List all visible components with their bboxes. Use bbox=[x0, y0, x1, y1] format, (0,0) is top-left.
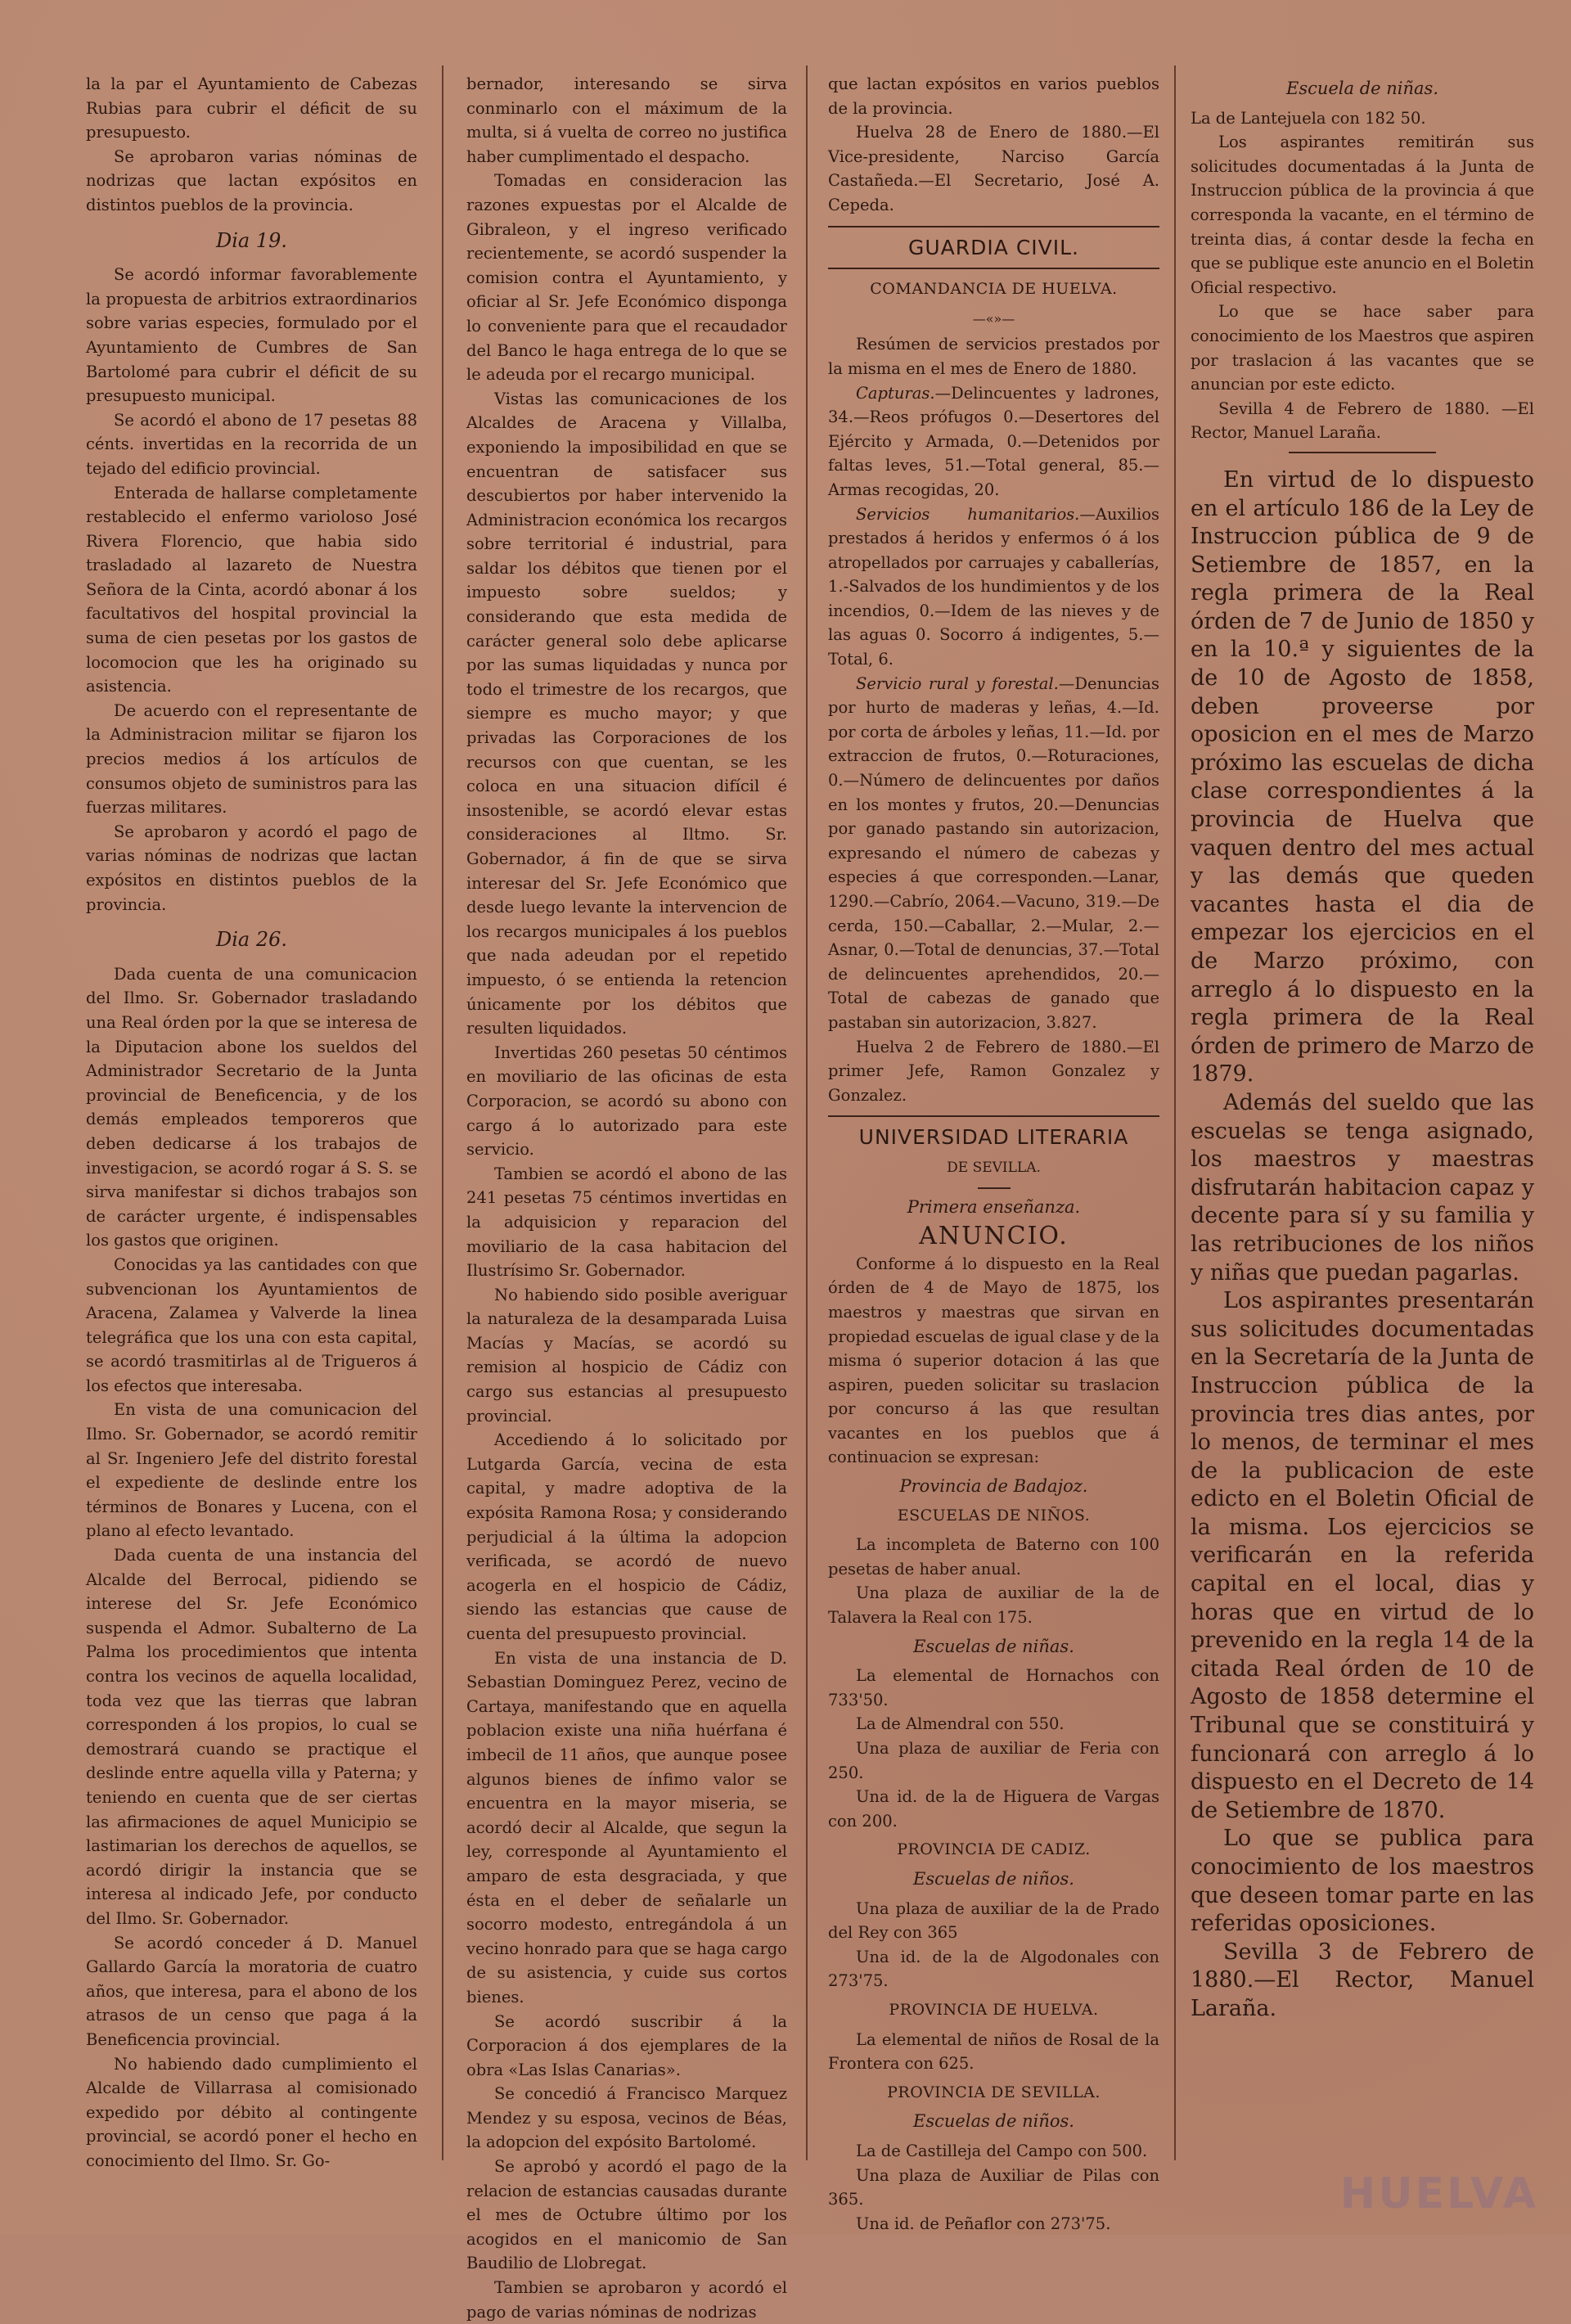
signature: Huelva 28 de Enero de 1880.—El Vice-presidente, Narciso García Castañeda.—El Secretario, José A. Cepeda. bbox=[828, 123, 1159, 214]
paragraph: Se aprobaron y acordó el pago de varias nóminas de nodrizas que lactan expósitos en distintos pueblos de la provincia. bbox=[86, 822, 417, 914]
school-heading: Escuelas de niños. bbox=[913, 2111, 1074, 2132]
label: Capturas. bbox=[856, 383, 935, 403]
day-heading: Dia 19. bbox=[215, 228, 288, 252]
column-3 bbox=[828, 72, 1159, 2233]
paragraph bbox=[828, 672, 1159, 1035]
list-item: Una plaza de auxiliar de Feria con 250. bbox=[828, 1739, 1159, 1782]
list-item: La de Lantejuela con 182 50. bbox=[1191, 108, 1426, 128]
list-item: La elemental de niños de Rosal de la Frontera con 625. bbox=[828, 2029, 1159, 2074]
paragraph: No habiendo dado cumplimiento el Alcalde de Villarrasa al comisionado expedido por débito al contingente provincial, se acordó poner el hecho en conocimiento del Ilmo. Sr. Go- bbox=[86, 2054, 417, 2170]
paragraph: Resúmen de servicios prestados por la misma en el mes de Enero de 1880. bbox=[828, 335, 1159, 378]
paragraph: Dada cuenta de una instancia del Alcalde del Berrocal, pidiendo se interese del Sr. Jefe Económico suspenda el Admor. Subalterno de La Palma los procedimientos que intenta contra los vecinos de aquella localidad, toda vez que las tierras que labran corresponden á los propios, lo cual se demostrará cuando se practique el deslinde entre aquella villa y Paterna; y teniendo en cuenta que de ser ciertas las afirmaciones de aquel Municipio se lastimarian los derechos de aquellos, se acordó dirigir la instancia que se interesa al indicado Jefe, por conducto del Ilmo. Sr. Gobernador. bbox=[86, 1546, 417, 1928]
list-item: La incompleta de Baterno con 100 pesetas de haber anual. bbox=[828, 1535, 1159, 1579]
text: —Delincuentes y ladrones, 34.—Reos prófugos 0.—Desertores del Ejército y Armada, 0.—Detenidos por faltas leves, 51.—Total general, 85.—Armas recogidas, 20. bbox=[828, 383, 1159, 499]
paragraph: En vista de una instancia de D. Sebastian Dominguez Perez, vecino de Cartaya, manifestando que en aquella poblacion existe una niña huérfana é imbecil de 11 años, que aunque posee algunos bienes de ínfimo valor se encuentra en la mayor miseria, se acordó decir al Alcalde, que segun la ley, corresponde al Ayuntamiento el amparo de esta desgraciada, y que ésta en el deber de señalarle un socorro modesto, entregándola á un vecino honrado para que se haga cargo de su asistencia, y cuide sus cortos bienes. bbox=[466, 1648, 787, 2006]
short-divider bbox=[978, 1187, 1011, 1189]
paragraph: Lo que se hace saber para conocimiento de los Maestros que aspiren por traslacion á las vacantes que se anuncian por este edicto. bbox=[1191, 302, 1534, 394]
text: —Auxilios prestados á heridos y enfermos ó á los atropellados por carruajes y caballerías, 1.-Salvados de los hundimientos y de los incendios, 0.—Idem de las nieves y de las aguas 0. Socorro á indigentes, 5.—Total, 6. bbox=[828, 504, 1159, 669]
paragraph: Se aprobó y acordó el pago de la relacion de estancias causadas durante el mes de Octubre último por los acogidos en el manicomio de San Baudilio de Llobregat. bbox=[466, 2157, 787, 2273]
school-heading: Escuela de niñas. bbox=[1285, 79, 1439, 98]
paragraph: Tambien se acordó el abono de las 241 pesetas 75 céntimos invertidas en la adquisicion y reparacion del moviliario de la casa habitacion del Ilustrísimo Sr. Gobernador. bbox=[466, 1164, 787, 1281]
signature: Sevilla 4 de Febrero de 1880. —El Rector, Manuel Laraña. bbox=[1191, 399, 1534, 443]
paragraph: Además del sueldo que las escuelas se tenga asignado, los maestros y maestras disfrutarán habitacion capaz y decente para sí y su familia y las retribuciones de los niños y niñas que puedan pagarlas. bbox=[1191, 1089, 1534, 1286]
list-item: Una id. de la de Algodonales con 273'75. bbox=[828, 1947, 1159, 1991]
paragraph: bernador, interesando se sirva conminarlo con el máximum de la multa, si á vuelta de correo no justifica haber cumplimentado el despacho. bbox=[466, 74, 787, 166]
section-title: GUARDIA CIVIL. bbox=[908, 235, 1079, 259]
paragraph: Se concedió á Francisco Marquez Mendez y su esposa, vecinos de Béas, la adopcion del expósito Bartolomé. bbox=[466, 2084, 787, 2152]
paragraph: que lactan expósitos en varios pueblos de la provincia. bbox=[828, 74, 1159, 118]
paragraph: Se acordó informar favorablemente la propuesta de arbitrios extraordinarios sobre varias especies, formulado por el Ayuntamiento de Cumbres de San Bartolomé para cubrir el déficit de su presupuesto municipal. bbox=[86, 265, 417, 406]
paragraph: Enterada de hallarse completamente restablecido el enfermo varioloso José Rivera Florencio, que habia sido trasladado al lazareto de Nuestra Señora de la Cinta, acordó abonar á los facultativos del hospital provincial la suma de cien pesetas por los gastos de locomocion que les ha originado su asistencia. bbox=[86, 483, 417, 696]
section-divider bbox=[1289, 452, 1436, 453]
edict-block bbox=[1191, 466, 1534, 2024]
signature: Huelva 2 de Febrero de 1880.—El primer Jefe, Ramon Gonzalez y Gonzalez. bbox=[828, 1037, 1159, 1105]
list-item: La de Castilleja del Campo con 500. bbox=[856, 2141, 1148, 2160]
label: Servicio rural y forestal. bbox=[856, 673, 1059, 693]
paragraph: Conforme á lo dispuesto en la Real órden de 4 de Mayo de 1875, los maestros y maestras que sirvan en propiedad escuelas de igual clase y de la misma ó superior dotacion á las que aspiren, pueden solicitar su traslacion por concurso á las que resultan vacantes en los pueblos que á continuacion se expresan: bbox=[828, 1254, 1159, 1467]
paragraph: Se acordó suscribir á la Corporacion á dos ejemplares de la obra «Las Islas Canarias». bbox=[466, 2011, 787, 2079]
paragraph: En virtud de lo dispuesto en el artículo 186 de la Ley de Instruccion pública de 9 de Setiembre de 1857, en la regla primera de la Real órden de 7 de Junio de 1850 y en la 10.ª y siguientes de la de 10 de Agosto de 1858, deben proveerse por oposicion en el mes de Marzo próximo las escuelas de dicha clase correspondientes á la provincia de Huelva que vaquen dentro del mes actual y las demás que queden vacantes hasta el dia de empezar los ejercicios en el de Marzo próximo, con arreglo á lo dispuesto en la regla primera de la Real órden de primero de Marzo de 1879. bbox=[1191, 466, 1534, 1088]
section-divider bbox=[828, 226, 1159, 227]
list-item: Una id. de Peñaflor con 273'75. bbox=[856, 2214, 1111, 2233]
subsection-title: Primera enseñanza. bbox=[907, 1196, 1081, 1217]
section-title: UNIVERSIDAD LITERARIA bbox=[858, 1125, 1129, 1150]
province-heading: PROVINCIA DE SEVILLA. bbox=[887, 2083, 1101, 2101]
subsection-title: COMANDANCIA DE HUELVA. bbox=[870, 280, 1118, 299]
province-heading: PROVINCIA DE CADIZ. bbox=[897, 1840, 1091, 1859]
list-item: La de Almendral con 550. bbox=[856, 1714, 1065, 1734]
section-divider bbox=[828, 1115, 1159, 1117]
paragraph: Los aspirantes presentarán sus solicitudes documentadas en la Secretaría de la Junta de Instruccion pública de la provincia tres dias antes, por lo menos, de terminar el mes de la publicacion de este edicto en el Boletin Oficial de la misma. Los ejercicios se verificarán en la referida capital en el local, dias y horas que en virtud de lo prevenido en la regla 14 de la citada Real órden de 10 de Agosto de 1858 determine el Tribunal que se constituirá y funcionará con arreglo á lo dispuesto en el Decreto de 14 de Setiembre de 1870. bbox=[1191, 1288, 1534, 1823]
school-heading: ESCUELAS DE NIÑOS. bbox=[897, 1506, 1091, 1525]
column-rule bbox=[1174, 65, 1176, 2160]
province-heading: PROVINCIA DE HUELVA. bbox=[889, 2000, 1099, 2019]
archive-watermark: HUELVA bbox=[1339, 2169, 1538, 2218]
label: Servicios humanitarios. bbox=[856, 504, 1080, 524]
column-4 bbox=[1191, 72, 1534, 2167]
paragraph: Tambien se aprobaron y acordó el pago de varias nóminas de nodrizas bbox=[466, 2278, 787, 2322]
column-rule bbox=[806, 65, 808, 2160]
paragraph bbox=[828, 502, 1159, 672]
column-rule bbox=[442, 65, 443, 2160]
school-heading: Escuelas de niños. bbox=[913, 1868, 1074, 1889]
list-item: Una plaza de auxiliar de la de Talavera la Real con 175. bbox=[828, 1583, 1159, 1628]
list-item: La elemental de Hornachos con 733'50. bbox=[828, 1666, 1159, 1709]
paragraph: Lo que se publica para conocimiento de los maestros que deseen tomar parte en las referidas oposiciones. bbox=[1191, 1826, 1534, 1937]
paragraph bbox=[828, 381, 1159, 502]
list-item: Una plaza de auxiliar de la de Prado del Rey con 365 bbox=[828, 1898, 1159, 1943]
signature: Sevilla 3 de Febrero de 1880.—El Rector, Manuel Laraña. bbox=[1191, 1939, 1534, 2021]
day-heading: Dia 26. bbox=[215, 928, 288, 952]
paragraph: Se acordó conceder á D. Manuel Gallardo García la moratoria de cuatro años, que interesa, para el abono de los atrasos de un censo que paga á la Beneficencia provincial. bbox=[86, 1933, 417, 2049]
column-1 bbox=[86, 72, 417, 2170]
paragraph: Tomadas en consideracion las razones expuestas por el Alcalde de Gibraleon, y el ingreso verificado recientemente, se acordó suspender la comision contra el Ayuntamiento, y oficiar al Sr. Jefe Económico disponga lo conveniente para que el recaudador del Banco le haga entrega de lo que se le adeuda por el recargo municipal. bbox=[466, 171, 787, 385]
paragraph: No habiendo sido posible averiguar la naturaleza de la desamparada Luisa Macías y Macías, se acordó su remision al hospicio de Cádiz con cargo sus estancias al presupuesto provincial. bbox=[466, 1285, 787, 1425]
section-divider bbox=[828, 268, 1159, 269]
paragraph: Accediendo á lo solicitado por Lutgarda García, vecina de esta capital, y madre adoptiva de la expósita Ramona Rosa; y considerando perjudicial á la última la adopcion verificada, se acordó de nuevo acogerla en el hospicio de Cádiz, siendo las estancias que cause de cuenta del presupuesto provincial. bbox=[466, 1430, 787, 1643]
paragraph: Se aprobaron varias nóminas de nodrizas que lactan expósitos en distintos pueblos de la provincia. bbox=[86, 146, 417, 214]
ornament: —«»— bbox=[972, 310, 1015, 327]
subsection-title: DE SEVILLA. bbox=[947, 1159, 1041, 1176]
province-heading: Provincia de Badajoz. bbox=[899, 1476, 1088, 1497]
paragraph: Vistas las comunicaciones de los Alcaldes de Aracena y Villalba, exponiendo la imposibilidad en que se encuentran de satisfacer sus descubiertos por haber intervenido la Administracion económica los recargos sobre territorial é industrial, para saldar los débitos que tienen por el impuesto sobre sueldos; y considerando que esta medida de carácter general solo debe aplicarse por las sumas liquidadas y nunca por todo el trimestre de los recargos, que siempre es mucho mayor; y que privadas las Corporaciones de los recursos con que cuentan, se les coloca en una situacion difícil é insostenible, se acordó elevar estas consideraciones al Iltmo. Sr. Gobernador, á fin de que se sirva interesar del Sr. Jefe Económico que desde luego levante la intervencion de los recargos municipales á los pueblos que nada adeudan por el repetido impuesto, ó se entienda la retencion únicamente por los débitos que resulten liquidados. bbox=[466, 389, 787, 1038]
paragraph: En vista de una comunicacion del Ilmo. Sr. Gobernador, se acordó remitir al Sr. Ingeniero Jefe del distrito forestal el expediente de deslinde entre los términos de Bonares y Lucena, con el plano al efecto levantado. bbox=[86, 1400, 417, 1541]
text: —Denuncias por hurto de maderas y leñas, 4.—Id. por corta de árboles y leñas, 11.—Id. por extraccion de frutos, 0.—Roturaciones, 0.—Número de delincuentes por daños en los montes y frutos, 20.—Denuncias por ganado pastando sin autorizacion, expresando el número de cabezas y especies á que corresponden.—Lanar, 1290.—Cabrío, 2064.—Vacuno, 319.—De cerda, 150.—Caballar, 2.—Mular, 2.—Asnar, 0.—Total de denuncias, 37.—Total de delincuentes aprehendidos, 20.—Total de cabezas de ganado que pastaban sin autorizacion, 3.827. bbox=[828, 673, 1159, 1032]
paragraph: Los aspirantes remitirán sus solicitudes documentadas á la Junta de Instruccion pública de la provincia á que corresponda la vacante, en el término de treinta dias, á contar desde la fecha en que se publique este anuncio en el Boletin Oficial respectivo. bbox=[1191, 133, 1534, 297]
paragraph: Se acordó el abono de 17 pesetas 88 cénts. invertidas en la recorrida de un tejado del edificio provincial. bbox=[86, 410, 417, 478]
paragraph: De acuerdo con el representante de la Administracion militar se fijaron los precios medios á los artículos de consumos objeto de suministros para las fuerzas militares. bbox=[86, 700, 417, 817]
paragraph: Conocidas ya las cantidades con que subvencionan los Ayuntamientos de Aracena, Zalamea y Valverde la linea telegráfica que los una con esta capital, se acordó trasmitirlas al de Trigueros á los efectos que interesaba. bbox=[86, 1254, 417, 1395]
column-2 bbox=[466, 72, 787, 2322]
paragraph: Dada cuenta de una comunicacion del Ilmo. Sr. Gobernador trasladando una Real órden por la que se interesa de la Diputacion abone los sueldos del Administrador Secretario de la Junta provincial de Beneficencia, y de los demás empleados temporeros que deben dedicarse á los trabajos de investigacion, se acordó rogar á S. S. se sirva manifestar si dichos trabajos son de carácter urgente, é indispensables los gastos que originen. bbox=[86, 964, 417, 1250]
announcement-title: ANUNCIO. bbox=[919, 1222, 1069, 1251]
list-item: Una plaza de Auxiliar de Pilas con 365. bbox=[828, 2165, 1159, 2209]
paragraph: la la par el Ayuntamiento de Cabezas Rubias para cubrir el déficit de su presupuesto. bbox=[86, 74, 417, 142]
paragraph: Invertidas 260 pesetas 50 céntimos en moviliario de las oficinas de esta Corporacion, se acordó su abono con cargo á lo autorizado para este servicio. bbox=[466, 1043, 787, 1160]
list-item: Una id. de la de Higuera de Vargas con 200. bbox=[828, 1787, 1159, 1831]
school-heading: Escuelas de niñas. bbox=[913, 1636, 1074, 1656]
